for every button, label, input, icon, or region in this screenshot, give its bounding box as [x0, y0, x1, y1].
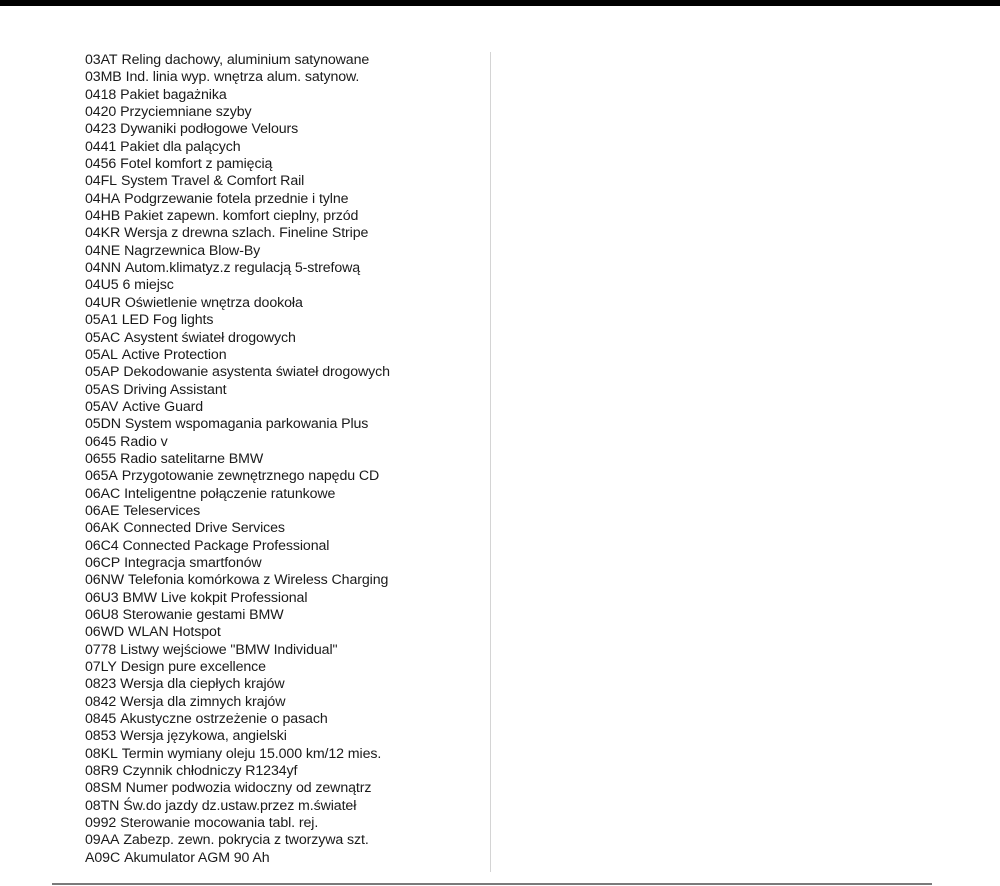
- option-description: Wersja dla ciepłych krajów: [120, 676, 285, 693]
- option-code: 04HB: [85, 208, 121, 225]
- option-description: Telefonia komórkowa z Wireless Charging: [128, 572, 389, 589]
- option-code: 05AV: [85, 398, 119, 415]
- option-code: 03AT: [85, 52, 118, 68]
- option-description: Nagrzewnica Blow-By: [124, 242, 261, 259]
- option-description: Asystent świateł drogowych: [124, 329, 296, 346]
- option-item: [85, 312, 390, 329]
- equipment-options-list: [85, 52, 390, 867]
- option-code: 05DN: [85, 416, 121, 433]
- option-description: Sterowanie gestami BMW: [122, 607, 284, 623]
- option-code: 0441: [85, 138, 117, 155]
- option-item: [85, 69, 390, 86]
- option-code: 06U8: [85, 607, 119, 623]
- option-description: Integracja smartfonów: [124, 554, 262, 571]
- option-code: 08R9: [85, 763, 119, 780]
- option-code: 0418: [85, 86, 117, 103]
- option-item: [85, 832, 390, 849]
- option-item: [85, 555, 390, 572]
- option-description: Akumulator AGM 90 Ah: [124, 849, 270, 866]
- option-item: [85, 434, 390, 451]
- option-description: Numer podwozia widoczny od zewnątrz: [125, 780, 372, 797]
- option-description: Driving Assistant: [123, 381, 227, 398]
- option-code: 06WD: [85, 624, 125, 641]
- option-code: 0655: [85, 450, 117, 467]
- option-item: [85, 711, 390, 728]
- option-code: 08SM: [85, 780, 122, 797]
- option-item: [85, 208, 390, 225]
- option-code: 06U3: [85, 589, 119, 606]
- option-description: Zabezp. zewn. pokrycia z tworzywa szt.: [123, 832, 369, 849]
- option-description: Przyciemniane szyby: [120, 104, 252, 121]
- option-description: Pakiet dla palących: [120, 138, 241, 155]
- option-description: Św.do jazdy dz.ustaw.przez m.świateł: [123, 797, 357, 814]
- option-description: Listwy wejściowe "BMW Individual": [120, 641, 338, 658]
- option-description: Wersja z drewna szlach. Fineline Stripe: [124, 225, 369, 242]
- column-divider: [490, 52, 491, 872]
- option-item: [85, 728, 390, 745]
- option-item: [85, 225, 390, 242]
- option-item: [85, 52, 390, 69]
- option-code: 0853: [85, 728, 117, 745]
- option-code: 0845: [85, 711, 117, 728]
- option-description: Sterowanie mocowania tabl. rej.: [120, 815, 319, 832]
- option-description: Inteligentne połączenie ratunkowe: [124, 485, 336, 502]
- option-description: Termin wymiany oleju 15.000 km/12 mies.: [121, 745, 382, 762]
- option-item: [85, 850, 390, 867]
- option-item: [85, 468, 390, 485]
- option-description: Reling dachowy, aluminium satynowane: [121, 52, 370, 68]
- option-code: 04U5: [85, 277, 119, 294]
- bottom-rule: [52, 883, 932, 885]
- option-item: [85, 347, 390, 364]
- option-description: Pakiet zapewn. komfort cieplny, przód: [124, 208, 359, 225]
- option-description: Connected Drive Services: [123, 520, 285, 537]
- option-description: Czynnik chłodniczy R1234yf: [122, 763, 298, 780]
- option-code: 06CP: [85, 554, 121, 571]
- option-code: 04KR: [85, 225, 121, 242]
- option-description: BMW Live kokpit Professional: [122, 589, 308, 606]
- option-code: 06NW: [85, 572, 125, 589]
- option-item: [85, 260, 390, 277]
- option-code: 06AE: [85, 502, 120, 519]
- option-description: System Travel & Comfort Rail: [120, 173, 305, 190]
- option-code: 0420: [85, 104, 117, 121]
- option-item: [85, 399, 390, 416]
- option-item: [85, 416, 390, 433]
- option-item: [85, 676, 390, 693]
- option-item: [85, 763, 390, 780]
- option-description: Pakiet bagażnika: [120, 86, 227, 103]
- option-description: Active Guard: [122, 398, 204, 415]
- option-item: [85, 798, 390, 815]
- option-code: 03MB: [85, 69, 122, 86]
- option-description: WLAN Hotspot: [128, 624, 221, 641]
- option-item: [85, 243, 390, 260]
- option-description: Radio satelitarne BMW: [120, 450, 264, 467]
- option-description: System wspomagania parkowania Plus: [124, 416, 369, 433]
- option-description: Fotel komfort z pamięcią: [120, 156, 273, 173]
- option-item: [85, 624, 390, 641]
- option-item: [85, 451, 390, 468]
- option-item: [85, 364, 390, 381]
- option-code: 065A: [85, 468, 118, 485]
- option-code: 06AC: [85, 485, 121, 502]
- option-description: Autom.klimatyz.z regulacją 5-strefową: [124, 260, 361, 277]
- option-description: Podgrzewanie fotela przednie i tylne: [124, 190, 349, 207]
- option-item: [85, 815, 390, 832]
- option-code: 05AC: [85, 329, 121, 346]
- option-code: 05AS: [85, 381, 120, 398]
- option-code: 04NN: [85, 260, 121, 277]
- option-item: [85, 173, 390, 190]
- option-code: 0992: [85, 815, 117, 832]
- option-item: [85, 503, 390, 520]
- option-item: [85, 746, 390, 763]
- option-description: Teleservices: [123, 502, 201, 519]
- option-description: Connected Package Professional: [122, 537, 330, 554]
- option-code: 0823: [85, 676, 117, 693]
- option-code: 05AL: [85, 346, 118, 363]
- option-description: Radio v: [120, 433, 168, 450]
- option-code: 0778: [85, 641, 117, 658]
- option-item: [85, 330, 390, 347]
- option-item: [85, 607, 390, 624]
- option-code: 06C4: [85, 537, 119, 554]
- option-code: 06AK: [85, 520, 120, 537]
- option-code: 04UR: [85, 294, 121, 311]
- option-description: Wersja językowa, angielski: [120, 728, 287, 745]
- option-description: LED Fog lights: [121, 312, 214, 329]
- option-code: 05AP: [85, 364, 120, 381]
- option-code: 04FL: [85, 173, 117, 190]
- option-code: A09C: [85, 849, 121, 866]
- option-description: Oświetlenie wnętrza dookoła: [124, 294, 303, 311]
- document-page: [0, 6, 1000, 886]
- option-code: 05A1: [85, 312, 118, 329]
- option-code: 09AA: [85, 832, 120, 849]
- option-item: [85, 694, 390, 711]
- option-item: [85, 520, 390, 537]
- option-code: 0456: [85, 156, 117, 173]
- option-item: [85, 659, 390, 676]
- option-description: Dekodowanie asystenta świateł drogowych: [123, 364, 390, 381]
- option-code: 04NE: [85, 242, 121, 259]
- option-item: [85, 277, 390, 294]
- option-item: [85, 139, 390, 156]
- option-item: [85, 486, 390, 503]
- option-item: [85, 121, 390, 138]
- option-code: 0423: [85, 121, 117, 138]
- option-code: 0842: [85, 693, 117, 710]
- option-code: 04HA: [85, 190, 121, 207]
- option-item: [85, 538, 390, 555]
- option-item: [85, 87, 390, 104]
- option-item: [85, 156, 390, 173]
- option-item: [85, 590, 390, 607]
- option-code: 0645: [85, 433, 117, 450]
- option-item: [85, 104, 390, 121]
- option-code: 08TN: [85, 797, 120, 814]
- option-item: [85, 572, 390, 589]
- option-description: Przygotowanie zewnętrznego napędu CD: [121, 468, 380, 485]
- option-item: [85, 642, 390, 659]
- option-description: Akustyczne ostrzeżenie o pasach: [120, 711, 328, 728]
- option-description: Design pure excellence: [120, 659, 266, 676]
- option-item: [85, 191, 390, 208]
- option-item: [85, 295, 390, 312]
- option-code: 07LY: [85, 659, 117, 676]
- option-item: [85, 780, 390, 797]
- option-description: Ind. linia wyp. wnętrza alum. satynow.: [125, 69, 360, 86]
- option-description: Wersja dla zimnych krajów: [120, 693, 286, 710]
- option-description: 6 miejsc: [122, 277, 174, 294]
- option-item: [85, 382, 390, 399]
- option-code: 08KL: [85, 745, 118, 762]
- option-description: Active Protection: [121, 346, 227, 363]
- option-description: Dywaniki podłogowe Velours: [120, 121, 299, 138]
